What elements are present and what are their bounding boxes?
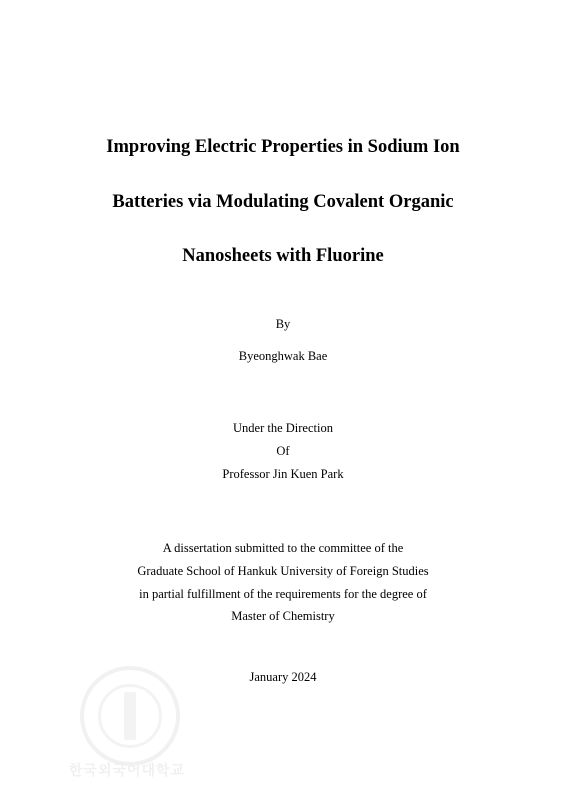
seal-emblem-bar [124, 692, 136, 740]
author-name: Byeonghwak Bae [238, 349, 328, 363]
submission-line-3: in partial fulfillment of the requirements for the degree of [139, 587, 427, 601]
of-label: Of [276, 444, 290, 458]
submission-line-1: A dissertation submitted to the committee of the [162, 541, 404, 555]
submission-line-2: Graduate School of Hankuk University of Foreign Studies [137, 564, 429, 578]
direction-label: Under the Direction [233, 421, 333, 435]
title-line-1: Improving Electric Properties in Sodium Ion [106, 137, 460, 157]
university-seal-watermark [80, 666, 180, 766]
university-name-watermark: 한국외국어대학교 [68, 763, 186, 779]
degree-name: Master of Chemistry [231, 609, 335, 623]
by-label: By [275, 317, 291, 331]
title-line-3: Nanosheets with Fluorine [182, 246, 384, 266]
submission-date: January 2024 [249, 670, 317, 684]
advisor-name: Professor Jin Kuen Park [222, 467, 344, 481]
title-line-2: Batteries via Modulating Covalent Organic [112, 192, 454, 212]
